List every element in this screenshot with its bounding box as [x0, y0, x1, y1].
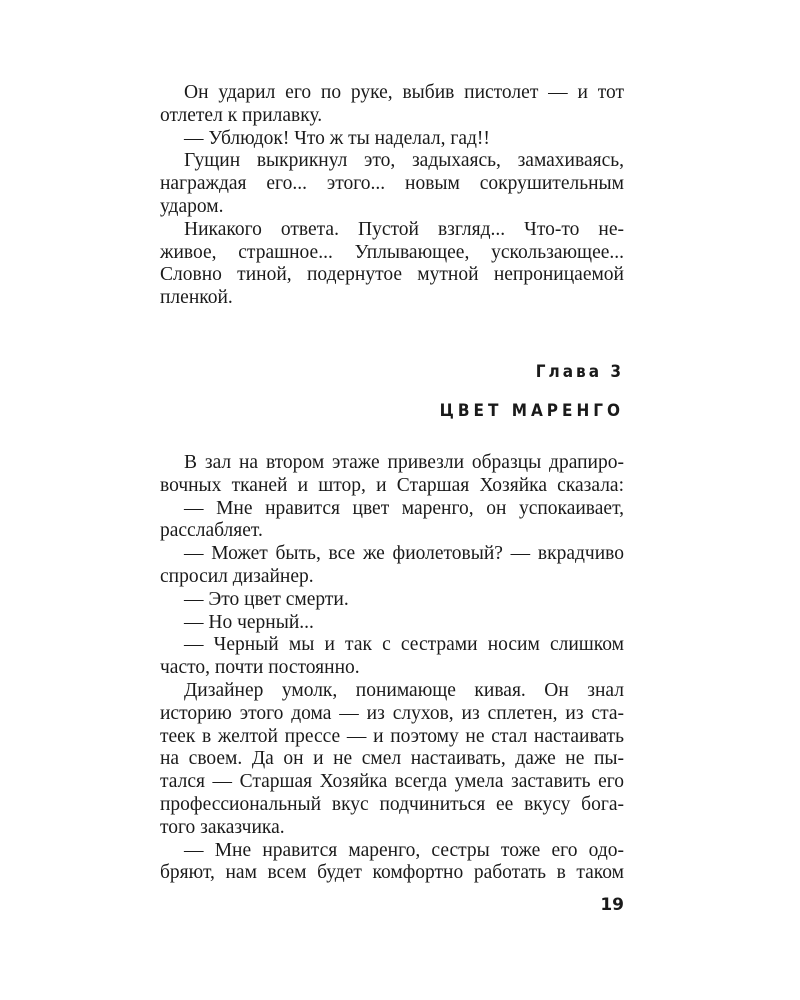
text-line: ударом. [160, 195, 224, 217]
text-line: тался — Старшая Хозяйка всегда умела заставить его [160, 771, 624, 793]
text-line: Гущин выкрикнул это, задыхаясь, замахиваясь, [184, 150, 624, 172]
text-line: Дизайнер умолк, понимающе кивая. Он знал [184, 679, 624, 701]
text-block-bottom [160, 452, 624, 885]
chapter-number: Глава 3 [535, 362, 624, 382]
text-line: награждая его... этого... новым сокрушительным [160, 173, 624, 195]
text-line: — Мне нравится цвет маренго, он успокаивает, [184, 497, 624, 519]
text-line: на своем. Да он и не смел настаивать, даже не пы- [160, 748, 624, 770]
text-line: — Но черный... [184, 611, 314, 633]
text-line: вочных тканей и штор, и Старшая Хозяйка сказала: [160, 474, 624, 496]
text-line: историю этого дома — из слухов, из сплетен, из ста- [160, 702, 624, 724]
text-block-top [160, 82, 624, 310]
text-line: бряют, нам всем будет комфортно работать в таком [160, 862, 624, 884]
text-line: спросил дизайнер. [160, 565, 314, 587]
text-line: теек в желтой прессе — и поэтому не стал настаивать [160, 725, 624, 747]
text-line: Он ударил его по руке, выбив пистолет — и тот [184, 82, 624, 103]
text-line: отлетел к прилавку. [160, 104, 323, 126]
text-line: Словно тиной, подернутое мутной непроницаемой [160, 264, 624, 286]
text-line: живое, страшное... Уплывающее, ускользающее... [160, 241, 624, 263]
text-line: расслабляет. [160, 520, 263, 542]
chapter-title: ЦВЕТ МАРЕНГО [439, 401, 624, 421]
text-line: пленкой. [160, 287, 233, 309]
text-line: — Ублюдок! Что ж ты наделал, гад!! [184, 127, 490, 149]
text-line: — Черный мы и так с сестрами носим слишком [184, 634, 624, 656]
text-line: того заказчика. [160, 816, 285, 838]
text-line: В зал на втором этаже привезли образцы драпиро- [184, 452, 624, 473]
page-number: 19 [600, 895, 624, 915]
text-line: профессиональный вкус подчиниться ее вкусу бога- [160, 793, 624, 815]
text-line: часто, почти постоянно. [160, 657, 360, 679]
text-line: — Может быть, все же фиолетовый? — вкрадчиво [184, 543, 624, 565]
text-line: Никакого ответа. Пустой взгляд... Что-то не- [184, 218, 624, 240]
text-line: — Это цвет смерти. [184, 588, 349, 610]
text-line: — Мне нравится маренго, сестры тоже его одо- [184, 839, 624, 861]
